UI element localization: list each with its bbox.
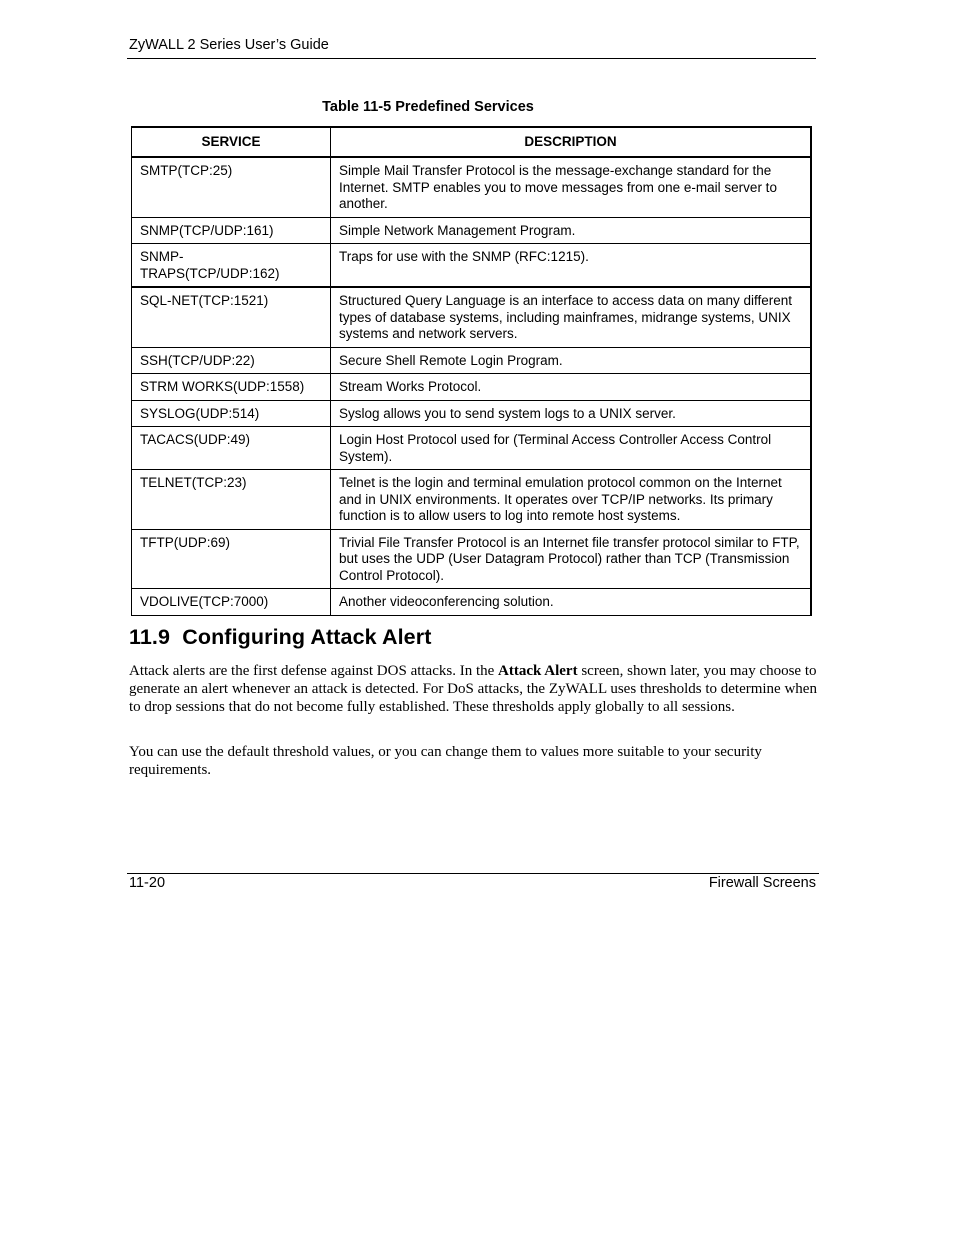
p1-bold-attack-alert: Attack Alert bbox=[498, 663, 578, 679]
table-row bbox=[132, 589, 812, 616]
service-cell: STRM WORKS(UDP:1558) bbox=[132, 374, 331, 401]
table-row bbox=[132, 347, 812, 374]
table-row bbox=[132, 470, 812, 530]
page-number: 11-20 bbox=[129, 875, 166, 891]
service-cell: SNMP-TRAPS(TCP/UDP:162) bbox=[132, 244, 331, 288]
description-cell: Another videoconferencing solution. bbox=[331, 589, 812, 616]
table-caption: Table 11-5 Predefined Services bbox=[322, 99, 534, 115]
service-cell: SYSLOG(UDP:514) bbox=[132, 400, 331, 427]
table-row bbox=[132, 374, 812, 401]
column-header-description: DESCRIPTION bbox=[331, 127, 812, 157]
p1-text-after: screen, shown later, you may choose to generate an alert whenever an attack is detected. For DoS attacks, the ZyWALL uses thresholds to determine when to drop sessions that do not become fully established. These thresholds apply globally to all sessions. bbox=[129, 663, 817, 715]
paragraph-attack-alerts bbox=[129, 662, 819, 716]
header-rule bbox=[127, 58, 816, 59]
description-cell: Simple Mail Transfer Protocol is the message-exchange standard for the Internet. SMTP enables you to move messages from one e-mail server to another. bbox=[331, 157, 812, 217]
description-cell: Stream Works Protocol. bbox=[331, 374, 812, 401]
section-title: Configuring Attack Alert bbox=[182, 625, 432, 649]
predefined-services-table bbox=[131, 126, 812, 616]
description-cell: Secure Shell Remote Login Program. bbox=[331, 347, 812, 374]
table-row bbox=[132, 400, 812, 427]
service-cell: SNMP(TCP/UDP:161) bbox=[132, 217, 331, 244]
description-cell: Login Host Protocol used for (Terminal Access Controller Access Control System). bbox=[331, 427, 812, 470]
p1-text-before: Attack alerts are the first defense against DOS attacks. In the bbox=[129, 663, 499, 679]
table-row bbox=[132, 287, 812, 347]
service-cell: SMTP(TCP:25) bbox=[132, 157, 331, 217]
table-header-row bbox=[132, 127, 812, 157]
table-row bbox=[132, 529, 812, 589]
table-row bbox=[132, 157, 812, 217]
description-cell: Structured Query Language is an interface to access data on many different types of database systems, including mainframes, midrange systems, UNIX systems and network servers. bbox=[331, 287, 812, 347]
table-row bbox=[132, 427, 812, 470]
description-cell: Traps for use with the SNMP (RFC:1215). bbox=[331, 244, 812, 288]
table-row bbox=[132, 217, 812, 244]
section-number: 11.9 bbox=[129, 625, 171, 649]
paragraph-thresholds: You can use the default threshold values, or you can change them to values more suitable to your security requirements. bbox=[129, 744, 762, 778]
service-cell: TELNET(TCP:23) bbox=[132, 470, 331, 530]
service-cell: SQL-NET(TCP:1521) bbox=[132, 287, 331, 347]
service-cell: SSH(TCP/UDP:22) bbox=[132, 347, 331, 374]
service-cell: TACACS(UDP:49) bbox=[132, 427, 331, 470]
table-row bbox=[132, 244, 812, 288]
section-heading bbox=[129, 625, 431, 650]
service-cell: TFTP(UDP:69) bbox=[132, 529, 331, 589]
chapter-name: Firewall Screens bbox=[708, 875, 816, 891]
column-header-service: SERVICE bbox=[132, 127, 331, 157]
description-cell: Telnet is the login and terminal emulation protocol common on the Internet and in UNIX environments. It operates over TCP/IP networks. Its primary function is to allow users to log into remote host systems. bbox=[331, 470, 812, 530]
service-cell: VDOLIVE(TCP:7000) bbox=[132, 589, 331, 616]
description-cell: Syslog allows you to send system logs to a UNIX server. bbox=[331, 400, 812, 427]
footer-rule bbox=[127, 873, 819, 874]
page-header: ZyWALL 2 Series User’s Guide bbox=[129, 37, 329, 53]
description-cell: Simple Network Management Program. bbox=[331, 217, 812, 244]
description-cell: Trivial File Transfer Protocol is an Internet file transfer protocol similar to FTP, but uses the UDP (User Datagram Protocol) rather than TCP (Transmission Control Protocol). bbox=[331, 529, 812, 589]
